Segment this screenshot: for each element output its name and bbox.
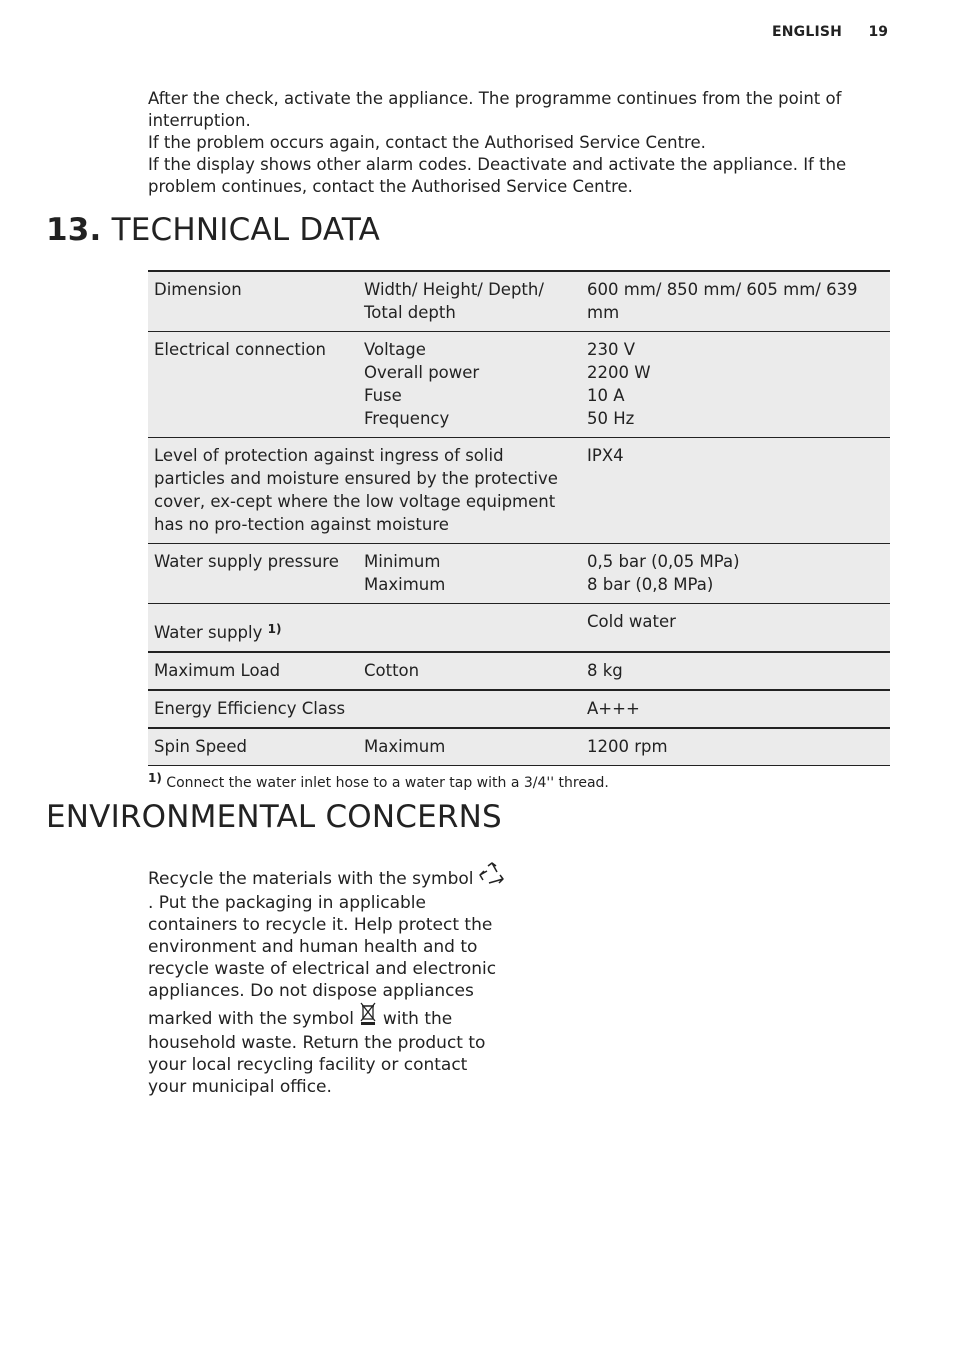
environmental-heading: ENVIRONMENTAL CONCERNS bbox=[46, 799, 502, 835]
language-label: ENGLISH bbox=[771, 24, 843, 40]
table-cell: 1200 rpm bbox=[581, 728, 890, 766]
table-cell: Water supply pressure bbox=[148, 544, 358, 604]
intro-paragraph: If the problem occurs again, contact the Authorised Service Centre. bbox=[148, 133, 706, 152]
recycle-icon bbox=[479, 862, 505, 892]
table-cell: Dimension bbox=[148, 271, 358, 332]
table-cell bbox=[581, 544, 890, 604]
table-row bbox=[148, 652, 890, 690]
footnote-ref: 1) bbox=[267, 622, 282, 636]
cell-line: 230 V bbox=[587, 340, 636, 359]
table-cell: Maximum bbox=[358, 728, 581, 766]
table-cell: Cotton bbox=[358, 652, 581, 690]
cell-line: 0,5 bar (0,05 MPa) bbox=[587, 552, 740, 571]
footnote bbox=[148, 766, 890, 793]
page-number: 19 bbox=[868, 24, 888, 40]
section-number: 13. bbox=[46, 212, 102, 248]
table-cell bbox=[148, 604, 358, 653]
table-cell: Electrical connection bbox=[148, 332, 358, 438]
cell-text: Water supply bbox=[154, 623, 263, 642]
environmental-paragraph bbox=[148, 862, 508, 1098]
table-cell: Width/ Height/ Depth/ Total depth bbox=[358, 271, 581, 332]
table-cell: Cold water bbox=[581, 604, 890, 653]
table-row bbox=[148, 438, 890, 544]
cell-line: Minimum bbox=[364, 552, 441, 571]
technical-data-heading bbox=[46, 213, 380, 247]
cell-line: Frequency bbox=[364, 409, 450, 428]
intro-paragraph: After the check, activate the appliance. The programme continues from the point of interruption. bbox=[148, 89, 842, 130]
table-cell: 600 mm/ 850 mm/ 605 mm/ 639 mm bbox=[581, 271, 890, 332]
cell-line: 50 Hz bbox=[587, 409, 635, 428]
table-cell: A+++ bbox=[581, 690, 890, 728]
cell-line: 2200 W bbox=[587, 363, 651, 382]
table-cell: Energy Efficiency Class bbox=[148, 690, 358, 728]
cell-line: Fuse bbox=[364, 386, 402, 405]
environmental-text bbox=[148, 862, 508, 1098]
page-header bbox=[772, 24, 888, 40]
table-row bbox=[148, 690, 890, 728]
table-row bbox=[148, 332, 890, 438]
env-text-part: with the household waste. Return the product to your local recycling facility or contact your municipal office. bbox=[148, 1009, 486, 1097]
table-cell bbox=[358, 604, 581, 653]
footnote-marker: 1) bbox=[148, 771, 162, 785]
cell-line: Voltage bbox=[364, 340, 426, 359]
env-text-part: . Put the packaging in applicable containers to recycle it. Help protect the environment and human health and to recycle waste of electrical and electronic appliances. Do not dispose appliances marked with the symbol bbox=[148, 893, 497, 1029]
section-title: TECHNICAL DATA bbox=[111, 212, 381, 248]
cell-line: Overall power bbox=[364, 363, 480, 382]
env-text-part: Recycle the materials with the symbol bbox=[148, 869, 474, 889]
table-cell: Maximum Load bbox=[148, 652, 358, 690]
table-row bbox=[148, 728, 890, 766]
table-cell: IPX4 bbox=[581, 438, 890, 544]
table-cell bbox=[358, 544, 581, 604]
footnote-row bbox=[148, 766, 890, 793]
table-row bbox=[148, 271, 890, 332]
table-cell bbox=[358, 332, 581, 438]
technical-data-table bbox=[148, 270, 890, 792]
cell-line: 8 bar (0,8 MPa) bbox=[587, 575, 714, 594]
table-cell: Spin Speed bbox=[148, 728, 358, 766]
table-cell: Level of protection against ingress of solid particles and moisture ensured by the protective cover, ex-cept where the low voltage equipment has no pro-tection against moisture bbox=[148, 438, 581, 544]
intro-text bbox=[148, 88, 848, 198]
table-cell: 8 kg bbox=[581, 652, 890, 690]
cell-line: 10 A bbox=[587, 386, 625, 405]
table-cell bbox=[358, 690, 581, 728]
table-row bbox=[148, 604, 890, 653]
footnote-text: Connect the water inlet hose to a water tap with a 3/4'' thread. bbox=[166, 775, 609, 791]
table-cell bbox=[581, 332, 890, 438]
cell-line: Maximum bbox=[364, 575, 446, 594]
intro-paragraph: If the display shows other alarm codes. Deactivate and activate the appliance. If the problem continues, contact the Authorised Service Centre. bbox=[148, 155, 847, 196]
table-row bbox=[148, 544, 890, 604]
crossed-bin-icon bbox=[359, 1002, 377, 1032]
